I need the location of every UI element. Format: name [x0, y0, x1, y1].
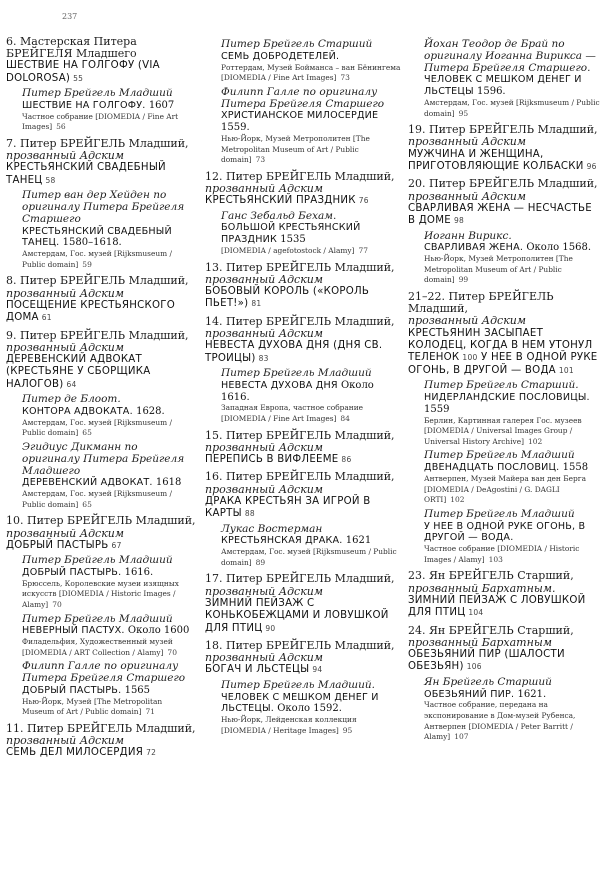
artist-alias: прозванный Адским: [6, 149, 124, 163]
illustration-entry: [22, 614, 196, 659]
illustration-location: [424, 544, 600, 565]
catalog-entry: [205, 471, 401, 568]
catalog-entry: [205, 316, 401, 425]
work-title: [205, 496, 401, 521]
illustration-title-text: ДВЕНАДЦАТЬ ПОСЛОВИЦ.: [424, 462, 560, 474]
illustration-title: [221, 535, 401, 547]
entry-number: 21–22.: [408, 289, 449, 303]
work-title-text: ДРАКА КРЕСТЬЯН ЗА ИГРОЙ В КАРТЫ: [205, 495, 371, 520]
artist-name: Питер БРЕЙГЕЛЬ Младший,: [27, 514, 196, 528]
page-ref: 64: [66, 379, 77, 389]
illustration-location: [22, 249, 196, 270]
artist-alias: прозванный Адским: [6, 286, 124, 300]
page-ref: 77: [358, 245, 368, 255]
page-ref: 98: [453, 216, 464, 226]
illustration-entry: [221, 680, 401, 737]
location-text: Филадельфия, Художественный музей [DIOMEDIA / ART Collection / Alamy]: [22, 637, 173, 657]
illustration-title-text: СЕМЬ ДОБРОДЕТЕЛЕЙ.: [221, 50, 340, 62]
catalog-entry: [6, 723, 196, 760]
illustration-date: 1618: [155, 477, 182, 489]
illustration-date: 1607: [148, 100, 175, 112]
catalog-entry: [205, 262, 401, 311]
entry-number: 16.: [205, 470, 226, 484]
illustration-date: 1580–1618.: [62, 237, 122, 249]
artist-name: Питер БРЕЙГЕЛЬ Младший,: [226, 169, 395, 183]
catalog-entry: [205, 640, 401, 736]
work-title: [408, 203, 600, 228]
illustration-author: Питер Брейгель Младший: [424, 449, 575, 462]
page-ref: 100: [462, 353, 478, 363]
location-text: Антверпен, Музей Майера ван ден Берга [DIOMEDIA / DeAgostini / G. DAGLI ORTI]: [424, 473, 587, 505]
catalog-entry: [6, 330, 196, 511]
illustration-location: [22, 697, 196, 718]
illustration-entry: [221, 39, 401, 84]
entry-number: 17.: [205, 572, 226, 586]
catalog-entry: [408, 39, 600, 119]
artist-name: Питер БРЕЙГЕЛЬ Младший,: [20, 274, 189, 288]
page-ref: 89: [255, 557, 266, 567]
location-text: Частное собрание, передана на экспонирование в Дом-музей Рубенса, Антверпен [DIOMEDIA / Peter Barritt / Alamy]: [424, 700, 576, 742]
illustration-title-text: ДОБРЫЙ ПАСТЫРЬ.: [22, 567, 122, 578]
entry-number: 14.: [205, 314, 226, 328]
illustration-title-text: СВАРЛИВАЯ ЖЕНА.: [424, 242, 524, 254]
entry-number: 20.: [408, 177, 429, 191]
artist-name: Питер БРЕЙГЕЛЬ Младший,: [226, 639, 395, 652]
entry-number: 11.: [6, 721, 27, 735]
page-ref: 101: [558, 365, 574, 375]
work-title-text: ДОБРЫЙ ПАСТЫРЬ: [6, 539, 109, 551]
artist-name: Питер БРЕЙГЕЛЬ Младший,: [226, 428, 395, 442]
entry-heading: [6, 515, 196, 527]
page-ref: 102: [450, 495, 465, 505]
artist-alias: прозванный Адским: [205, 482, 323, 496]
illustration-title-text: ЧЕЛОВЕК С МЕШКОМ ДЕНЕГ И ЛЬСТЕЦЫ.: [221, 691, 379, 715]
entry-heading: [408, 291, 600, 315]
artist-name: Мастерская Питера БРЕЙГЕЛЯ Младшего: [6, 35, 137, 61]
location-text: Нью-Йорк, Лейденская коллекция [DIOMEDIA / Heritage Images]: [221, 715, 357, 735]
page-ref: 86: [341, 454, 352, 464]
work-title-text: ЗИМНИЙ ПЕЙЗАЖ С ЛОВУШКОЙ ДЛЯ ПТИЦ: [408, 594, 586, 619]
illustration-title: [424, 462, 600, 474]
work-title: [6, 747, 196, 759]
entry-heading: [6, 330, 196, 342]
entry-number: 9.: [6, 328, 20, 342]
work-title-text: ОБЕЗЬЯНИЙ ПИР (ШАЛОСТИ ОБЕЗЬЯН): [408, 648, 565, 673]
illustration-author: Филипп Галле по оригиналу Питера Брейгеля Старшего: [221, 85, 385, 110]
entry-number: 8.: [6, 274, 20, 288]
artist-name: Питер БРЕЙГЕЛЬ Младший,: [429, 123, 598, 137]
illustration-date: Около 1568.: [526, 242, 592, 254]
illustration-title: [221, 110, 401, 134]
artist-name: Питер БРЕЙГЕЛЬ Младший,: [429, 177, 598, 191]
illustration-title-text: У НЕЕ В ОДНОЙ РУКЕ ОГОНЬ, В ДРУГОЙ — ВОДА.: [424, 520, 586, 544]
artist-alias: прозванный Адским: [205, 326, 323, 340]
work-title: [6, 60, 196, 85]
page-ref: 104: [468, 608, 484, 618]
illustration-location: [424, 254, 600, 286]
entry-heading: [205, 471, 401, 483]
catalog-entry: [408, 570, 600, 619]
illustration-date: Около 1600: [127, 625, 190, 637]
illustration-author: Питер Брейгель Младший: [424, 507, 575, 520]
column-1: [6, 36, 196, 765]
illustration-location: [424, 474, 600, 506]
artist-name: Питер БРЕЙГЕЛЬ Младший,: [226, 314, 395, 328]
work-title-text: СЕМЬ ДЕЛ МИЛОСЕРДИЯ: [6, 747, 144, 759]
entry-number: 18.: [205, 639, 226, 652]
work-title-text: МУЖЧИНА И ЖЕНЩИНА, ПРИГОТОВЛЯЮЩИЕ КОЛБАСКИ: [408, 148, 584, 172]
artist-alias: прозванный Адским: [6, 734, 124, 748]
illustration-title: [22, 685, 196, 697]
entry-heading: [205, 573, 401, 585]
work-title: [408, 649, 600, 674]
illustration-date: 1628.: [136, 406, 165, 418]
illustration-location: [22, 418, 196, 439]
illustration-title: [424, 689, 600, 701]
artist-alias: прозванный Бархатным: [408, 635, 552, 649]
page-number: 237: [62, 12, 78, 21]
illustration-location: [221, 134, 401, 166]
artist-name: Питер БРЕЙГЕЛЬ Младший,: [226, 260, 395, 274]
catalog-entry: [408, 291, 600, 565]
page-ref: 76: [358, 196, 369, 206]
work-title-text: КРЕСТЬЯНСКИЙ ПРАЗДНИК: [205, 195, 356, 207]
work-title-text: НЕВЕСТА ДУХОВА ДНЯ (ДНЯ СВ. ТРОИЦЫ): [205, 340, 383, 364]
location-text: Нью-Йорк, Музей [The Metropolitan Museum of Art / Public domain]: [22, 696, 163, 717]
illustration-location: [22, 489, 196, 510]
illustration-entry: [22, 442, 196, 510]
entry-heading: [6, 275, 196, 287]
page-ref: 103: [488, 554, 503, 564]
location-text: Берлин, Картинная галерея Гос. музеев [DIOMEDIA / Universal Images Group / Universal History Archive]: [424, 415, 582, 446]
page-ref: 99: [458, 275, 469, 285]
entry-heading: [205, 262, 401, 274]
page-ref: 95: [458, 108, 469, 118]
location-text: Западная Европа, частное собрание [DIOMEDIA / Fine Art Images]: [221, 403, 364, 423]
location-text: Амстердам, Гос. музей [Rijksmuseum / Public domain]: [424, 97, 600, 118]
illustration-title: [22, 477, 196, 489]
illustration-title-text: КРЕСТЬЯНСКИЙ СВАДЕБНЫЙ ТАНЕЦ.: [22, 225, 172, 249]
entry-heading: [205, 430, 401, 442]
work-title: [6, 300, 196, 325]
illustration-title: [424, 242, 600, 254]
artist-alias: прозванный Адским: [205, 584, 323, 598]
entry-number: 10.: [6, 514, 27, 528]
catalog-entry: [408, 178, 600, 286]
catalog-entry: [205, 573, 401, 635]
entry-number: 7.: [6, 137, 20, 150]
page-ref: 65: [82, 428, 92, 438]
illustration-entry: [22, 394, 196, 439]
page-ref: 65: [82, 499, 92, 509]
illustration-entry: [22, 190, 196, 270]
illustration-author: Иоганн Вирикс.: [424, 229, 512, 242]
illustration-title: [22, 100, 196, 112]
illustration-author: Лукас Востерман: [221, 522, 323, 535]
illustration-author: Ян Брейгель Старший: [424, 675, 552, 688]
illustration-date: 1559: [424, 403, 450, 415]
catalog-entry: [205, 39, 401, 166]
page-ref: 95: [342, 725, 353, 735]
artist-name: Питер БРЕЙГЕЛЬ Младший,: [226, 470, 395, 484]
location-text: Амстердам, Гос. музей [Rijksmuseum / Public domain]: [22, 417, 172, 438]
illustration-author: Питер Брейгель Младший: [22, 554, 173, 567]
illustration-date: 1535: [280, 234, 306, 246]
column-2: [205, 36, 401, 741]
illustration-title-text: ШЕСТВИЕ НА ГОЛГОФУ.: [22, 100, 146, 112]
artist-name: Питер БРЕЙГЕЛЬ Младший,: [408, 289, 554, 316]
page-ref: 94: [312, 665, 323, 675]
location-text: Брюссель, Королевские музеи изящных искусств [DIOMEDIA / Historic Images / Alamy]: [22, 578, 179, 609]
illustration-date: 1559.: [221, 122, 250, 134]
page-ref: 96: [586, 161, 597, 171]
illustration-title: [22, 406, 196, 418]
artist-name: Питер БРЕЙГЕЛЬ Младший,: [20, 137, 189, 150]
illustration-entry: [221, 87, 401, 166]
illustration-title-text: БОЛЬШОЙ КРЕСТЬЯНСКИЙ ПРАЗДНИК: [221, 222, 361, 246]
illustration-author: Питер Брейгель Младший: [22, 87, 173, 100]
illustration-author: Ганс Зебальд Бехам.: [221, 209, 337, 222]
work-title-text: ПЕРЕПИСЬ В ВИФЛЕЕМЕ: [205, 453, 339, 465]
illustration-title: [221, 51, 401, 63]
illustration-location: [221, 715, 401, 736]
illustration-author: Филипп Галле по оригиналу Питера Брейгеля Старшего: [22, 660, 186, 685]
work-title-text: БОБОВЫЙ КОРОЛЬ («КОРОЛЬ ПЬЕТ!»): [205, 285, 370, 310]
illustration-location: [221, 403, 401, 424]
location-text: Нью-Йорк, Музей Метрополитен [The Metropolitan Museum of Art / Public domain]: [221, 133, 370, 165]
page-ref: 107: [454, 732, 469, 742]
illustration-author: Эгидиус Дикманн по оригиналу Питера Брейгеля Младшего: [22, 441, 185, 477]
location-text: Амстердам, Гос. музей [Rijksmuseum / Public domain]: [22, 489, 172, 509]
page-ref: 55: [73, 73, 84, 83]
entry-number: 6.: [6, 35, 20, 48]
illustration-title: [22, 625, 196, 637]
page-ref: 73: [255, 155, 266, 165]
page-ref: 59: [82, 259, 92, 269]
illustration-author: Питер Брейгель Старший.: [424, 379, 579, 392]
illustration-location: [22, 637, 196, 658]
artist-name: Питер БРЕЙГЕЛЬ Младший,: [226, 572, 395, 586]
illustration-entry: [22, 88, 196, 133]
illustration-location: [22, 112, 196, 133]
illustration-title-text: НИДЕРЛАНДСКИЕ ПОСЛОВИЦЫ.: [424, 392, 590, 404]
illustration-location: [221, 547, 401, 568]
work-title: [6, 162, 196, 187]
illustration-author: Питер Брейгель Младший.: [221, 678, 375, 691]
illustration-entry: [424, 509, 600, 566]
illustration-entry: [424, 677, 600, 743]
illustration-title-text: НЕВЕСТА ДУХОВА ДНЯ: [221, 379, 338, 391]
illustration-entry: [22, 555, 196, 610]
illustration-title: [424, 392, 600, 416]
artist-alias: прозванный Адским: [205, 651, 323, 665]
illustration-title: [424, 521, 600, 545]
location-text: Роттердам, Музей Бойманса – ван Бёнингема [DIOMEDIA / Fine Art Images]: [221, 62, 401, 83]
work-title-text: ШЕСТВИЕ НА ГОЛГОФУ (VIA DOLOROSA): [6, 60, 160, 84]
location-text: Частное собрание [DIOMEDIA / Historic Images / Alamy]: [424, 544, 580, 564]
entry-heading: [6, 36, 196, 60]
illustration-author: Питер Брейгель Старший: [221, 38, 373, 50]
illustration-title: [221, 222, 401, 246]
artist-alias: прозванный Адским: [205, 440, 323, 454]
catalog-entry: [6, 515, 196, 718]
page-ref: 70: [167, 647, 177, 657]
artist-name: Ян БРЕЙГЕЛЬ Старший,: [429, 623, 574, 637]
work-title-text: КРЕСТЬЯНСКИЙ СВАДЕБНЫЙ ТАНЕЦ: [6, 162, 166, 186]
work-title: [205, 454, 401, 466]
page-ref: 73: [340, 73, 350, 83]
page-ref: 61: [41, 313, 52, 323]
location-text: Нью-Йорк, Музей Метрополитен [The Metropolitan Museum of Art / Public domain]: [424, 254, 573, 285]
page-ref: 67: [111, 540, 122, 550]
artist-alias: прозванный Адским: [408, 135, 526, 149]
work-title: [205, 340, 401, 365]
illustration-entry: [221, 368, 401, 425]
illustration-title-text: ОБЕЗЬЯНИЙ ПИР.: [424, 688, 515, 700]
artist-alias: прозванный Бархатным.: [408, 581, 556, 595]
catalog-entry: [6, 138, 196, 270]
catalog-entry: [205, 430, 401, 467]
illustration-title-text: КРЕСТЬЯНСКАЯ ДРАКА.: [221, 535, 343, 547]
catalog-entry: [408, 625, 600, 743]
work-title: [408, 149, 600, 174]
illustration-entry: [221, 524, 401, 569]
page-ref: 56: [56, 122, 66, 132]
entry-number: 19.: [408, 123, 429, 137]
location-text: Амстердам, Гос. музей [Rijksmuseum / Public domain]: [22, 249, 172, 269]
page-ref: 70: [52, 599, 62, 609]
page-ref: 84: [340, 413, 350, 423]
illustration-title: [22, 226, 196, 250]
catalog-entry: [408, 124, 600, 173]
illustration-date: 1616.: [124, 567, 154, 578]
entry-number: 23.: [408, 569, 429, 583]
illustration-date: 1565: [124, 684, 151, 696]
work-title: [205, 598, 401, 635]
artist-alias: прозванный Адским: [6, 526, 124, 540]
illustration-title-text: НЕВЕРНЫЙ ПАСТУХ.: [22, 625, 125, 637]
page-ref: 83: [258, 353, 269, 363]
entry-heading: [408, 625, 600, 637]
illustration-author: Питер Брейгель Младший: [22, 612, 173, 625]
page-ref: 81: [251, 299, 262, 309]
work-title: [408, 328, 600, 378]
column-3: [408, 36, 600, 748]
work-title-text-2: У НЕЕ В ОДНОЙ РУКЕ ОГОНЬ, В ДРУГОЙ — ВОДА: [408, 352, 598, 376]
illustration-location: [424, 416, 600, 448]
catalog-entry: [6, 36, 196, 133]
artist-alias: прозванный Адским: [408, 189, 526, 203]
entry-number: 15.: [205, 428, 226, 442]
entry-number: 24.: [408, 623, 429, 637]
work-title-text: ЗАСЫПАЕТ КОЛОДЕЦ, КОГДА В НЕМ УТОНУЛ ТЕЛЕНОК: [408, 327, 593, 364]
artist-name: Питер БРЕЙГЕЛЬ Младший,: [27, 721, 196, 735]
illustration-author: Питер ван дер Хейден по оригиналу Питера Брейгеля Старшего: [22, 189, 185, 225]
illustration-title-text: ХРИСТИАНСКОЕ МИЛОСЕРДИЕ: [221, 110, 379, 122]
entry-heading: [408, 570, 600, 582]
illustration-title: [22, 567, 196, 579]
illustration-location: [424, 700, 600, 742]
illustration-date: 1558: [562, 462, 589, 474]
work-title: [205, 664, 401, 676]
work-title: [408, 595, 600, 620]
illustration-date: 1621.: [517, 688, 547, 700]
illustration-author: Питер Брейгель Младший: [221, 366, 372, 379]
illustration-location: [221, 246, 401, 257]
artist-alias: прозванный Адским: [408, 314, 526, 328]
entry-number: 12.: [205, 169, 226, 183]
illustration-title: [221, 380, 401, 404]
illustration-date: 1621: [345, 535, 372, 547]
illustration-location: [221, 63, 401, 84]
catalog-entry: [205, 171, 401, 257]
artist-name: Питер БРЕЙГЕЛЬ Младший,: [20, 328, 189, 342]
catalog-entry: [6, 275, 196, 324]
illustration-title: [424, 74, 600, 98]
entry-heading: [408, 178, 600, 190]
illustration-title-text: КОНТОРА АДВОКАТА.: [22, 406, 133, 418]
page-ref: 106: [466, 662, 482, 672]
illustration-author: Питер де Блоот.: [22, 393, 121, 406]
work-title-text: ДЕРЕВЕНСКИЙ АДВОКАТ (КРЕСТЬЯНЕ У СБОРЩИКА НАЛОГОВ): [6, 354, 151, 390]
work-title: [6, 354, 196, 391]
entry-number: 13.: [205, 260, 226, 274]
illustration-location: [22, 579, 196, 611]
work-title-prefix: КРЕСТЬЯНИН: [408, 327, 485, 339]
work-title-text: ЗИМНИЙ ПЕЙЗАЖ С КОНЬКОБЕЖЦАМИ И ЛОВУШКОЙ ДЛЯ ПТИЦ: [205, 597, 389, 634]
illustration-title-text: ЧЕЛОВЕК С МЕШКОМ ДЕНЕГ И ЛЬСТЕЦЫ: [424, 74, 582, 98]
location-text: [DIOMEDIA / agefotostock / Alamy]: [221, 245, 355, 255]
work-title-text: СВАРЛИВАЯ ЖЕНА — НЕСЧАСТЬЕ В ДОМЕ: [408, 202, 592, 227]
illustration-entry: [424, 231, 600, 286]
illustration-title: [221, 692, 401, 716]
work-title-text: БОГАЧ И ЛЬСТЕЦЫ: [205, 664, 310, 676]
work-title: [205, 195, 401, 207]
page-ref: 71: [145, 707, 156, 717]
work-title: [6, 540, 196, 552]
illustration-title-text: ДЕРЕВЕНСКИЙ АДВОКАТ.: [22, 477, 153, 489]
artist-alias: прозванный Адским: [205, 181, 323, 195]
work-title: [205, 286, 401, 311]
page-ref: 58: [45, 175, 56, 185]
location-text: Частное собрание [DIOMEDIA / Fine Art Images]: [22, 111, 179, 132]
illustration-date: Около 1616.: [221, 379, 374, 403]
illustration-entry: [424, 450, 600, 505]
location-text: Амстердам, Гос. музей [Rijksmuseum / Public domain]: [221, 547, 397, 567]
illustration-date: Около 1592.: [277, 703, 342, 715]
illustration-entry: [424, 39, 600, 119]
artist-name: Ян БРЕЙГЕЛЬ Старший,: [429, 569, 574, 583]
illustration-title-text: ДОБРЫЙ ПАСТЫРЬ.: [22, 684, 122, 696]
illustration-author: Йохан Теодор де Брай по оригиналу Иоганна Вирикса — Питера Брейгеля Старшего.: [424, 38, 596, 74]
page-ref: 90: [265, 623, 276, 633]
illustration-entry: [22, 661, 196, 718]
work-title-text: ПОСЕЩЕНИЕ КРЕСТЬЯНСКОГО ДОМА: [6, 299, 175, 324]
artist-alias: прозванный Адским: [205, 272, 323, 286]
page-ref: 102: [528, 436, 543, 446]
illustration-entry: [221, 211, 401, 257]
page-ref: 88: [244, 509, 255, 519]
illustration-entry: [424, 380, 600, 447]
artist-alias: прозванный Адским: [6, 340, 124, 354]
illustration-date: 1596.: [476, 86, 506, 98]
page-ref: 72: [146, 748, 157, 758]
illustration-location: [424, 98, 600, 119]
